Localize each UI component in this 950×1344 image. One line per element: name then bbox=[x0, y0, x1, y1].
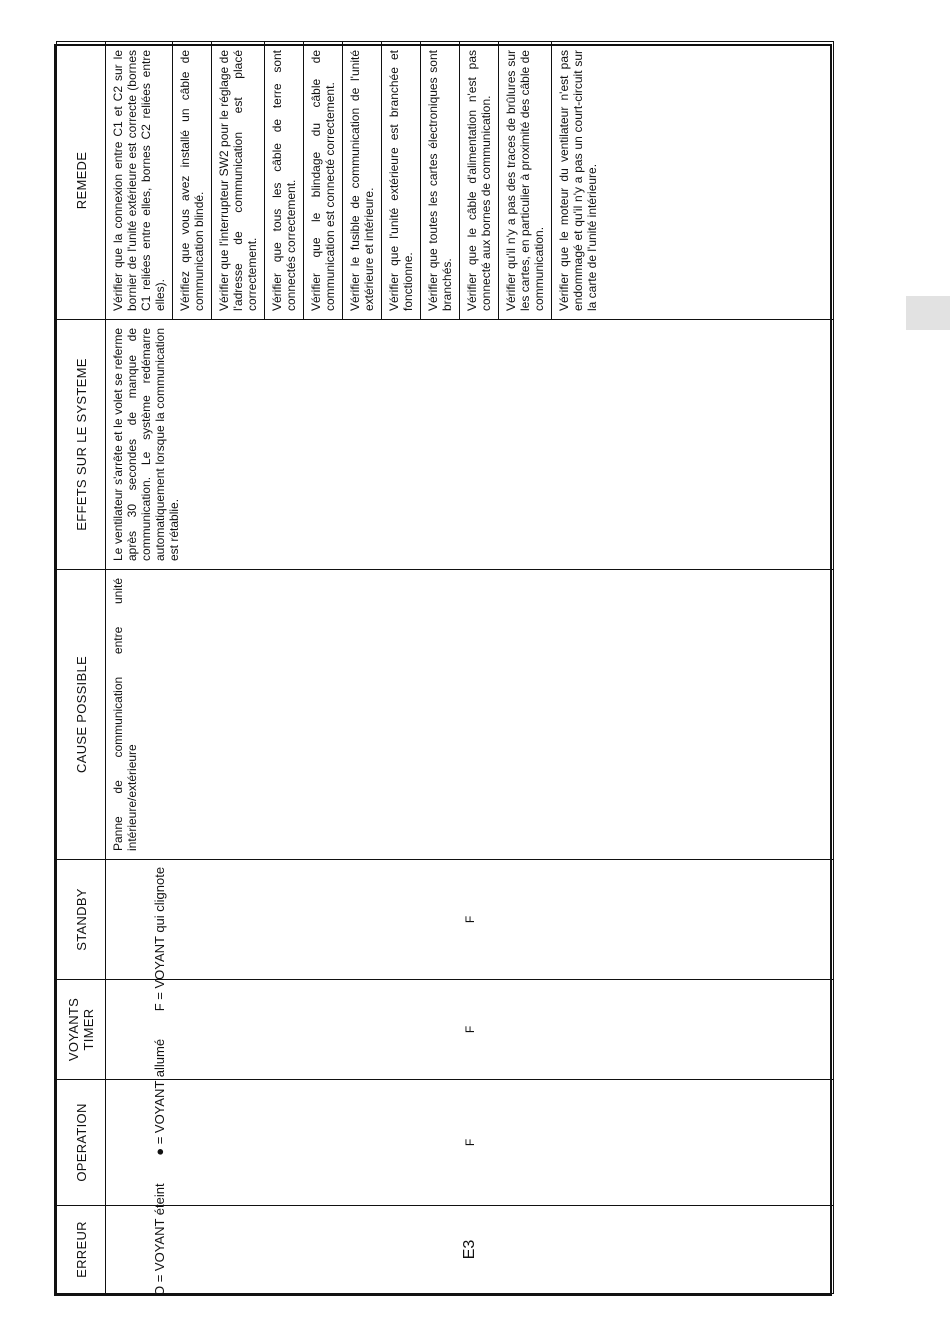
header-voyants-group: VOYANTS bbox=[66, 997, 81, 1062]
cell-erreur: E3 bbox=[106, 1206, 834, 1294]
header-standby: STANDBY bbox=[57, 860, 106, 980]
remede-item: Vérifiez que vous avez installé un câble de communication blindé. bbox=[173, 42, 212, 319]
remede-item: Vérifier que tous les câble de terre sont connectés correctement. bbox=[265, 42, 304, 319]
header-remede: REMEDE bbox=[57, 42, 106, 320]
remede-item: Vérifier que l'interrupteur SW2 pour le réglage de l'adresse de communication est placé correctement. bbox=[212, 42, 265, 319]
header-cause: CAUSE POSSIBLE bbox=[57, 570, 106, 860]
header-timer-label: TIMER bbox=[81, 1008, 96, 1051]
cell-effets bbox=[106, 320, 834, 570]
cause-text: Panne de communication entre unité intérieure/extérieure bbox=[111, 578, 139, 851]
cell-operation: F bbox=[106, 1080, 834, 1206]
table-row bbox=[106, 42, 834, 1294]
legend bbox=[152, 696, 172, 1296]
remede-item: Vérifier que la connexion entre C1 et C2 sur le bornier de l'unité extérieure est correcte (bornes C1 reliées entre elles, bornes C2 reliées entre elles). bbox=[106, 42, 173, 319]
section-tab-marker bbox=[906, 296, 950, 330]
header-erreur: ERREUR bbox=[57, 1206, 106, 1294]
legend-off: O = VOYANT éteint bbox=[152, 1183, 167, 1296]
remede-item: Vérifier que le câble d'alimentation n'est pas connecté aux bornes de communication. bbox=[460, 42, 499, 319]
effets-text: Le ventilateur s'arrête et le volet se referme après 30 secondes de manque de communication. Le système redémarre automatiquement lorsque la communication est rétablie. bbox=[111, 328, 181, 561]
remede-item: Vérifier qu'il n'y a pas des traces de brûlures sur les cartes, en particulier à proximité des câble de communication. bbox=[499, 42, 552, 319]
cell-standby: F bbox=[106, 860, 834, 980]
cell-cause bbox=[106, 570, 834, 860]
rotated-table-container bbox=[56, 42, 834, 1294]
header-effets: EFFETS SUR LE SYSTEME bbox=[57, 320, 106, 570]
remede-item: Vérifier que l'unité extérieure est branchée et fonctionne. bbox=[382, 42, 421, 319]
remede-item: Vérifier le fusible de communication de l'unité extérieure et intérieure. bbox=[343, 42, 382, 319]
legend-on: ● = VOYANT allumé bbox=[152, 1038, 167, 1156]
header-operation: OPERATION bbox=[57, 1080, 106, 1206]
remede-item: Vérifier que toutes les cartes électroniques sont branchés. bbox=[421, 42, 460, 319]
error-table bbox=[56, 41, 834, 1294]
cell-remede bbox=[106, 42, 834, 320]
legend-blink: F = VOYANT qui clignote bbox=[152, 866, 167, 1012]
remede-item: Vérifier que le moteur du ventilateur n'est pas endommagé et qu'il n'y a pas un court-circuit sur la carte de l'unité intérieure. bbox=[557, 50, 599, 311]
remede-item: Vérifier que le blindage du câble de communication est connecté correctement. bbox=[304, 42, 343, 319]
header-row bbox=[57, 42, 106, 1294]
header-timer bbox=[57, 980, 106, 1080]
cell-timer: F bbox=[106, 980, 834, 1080]
